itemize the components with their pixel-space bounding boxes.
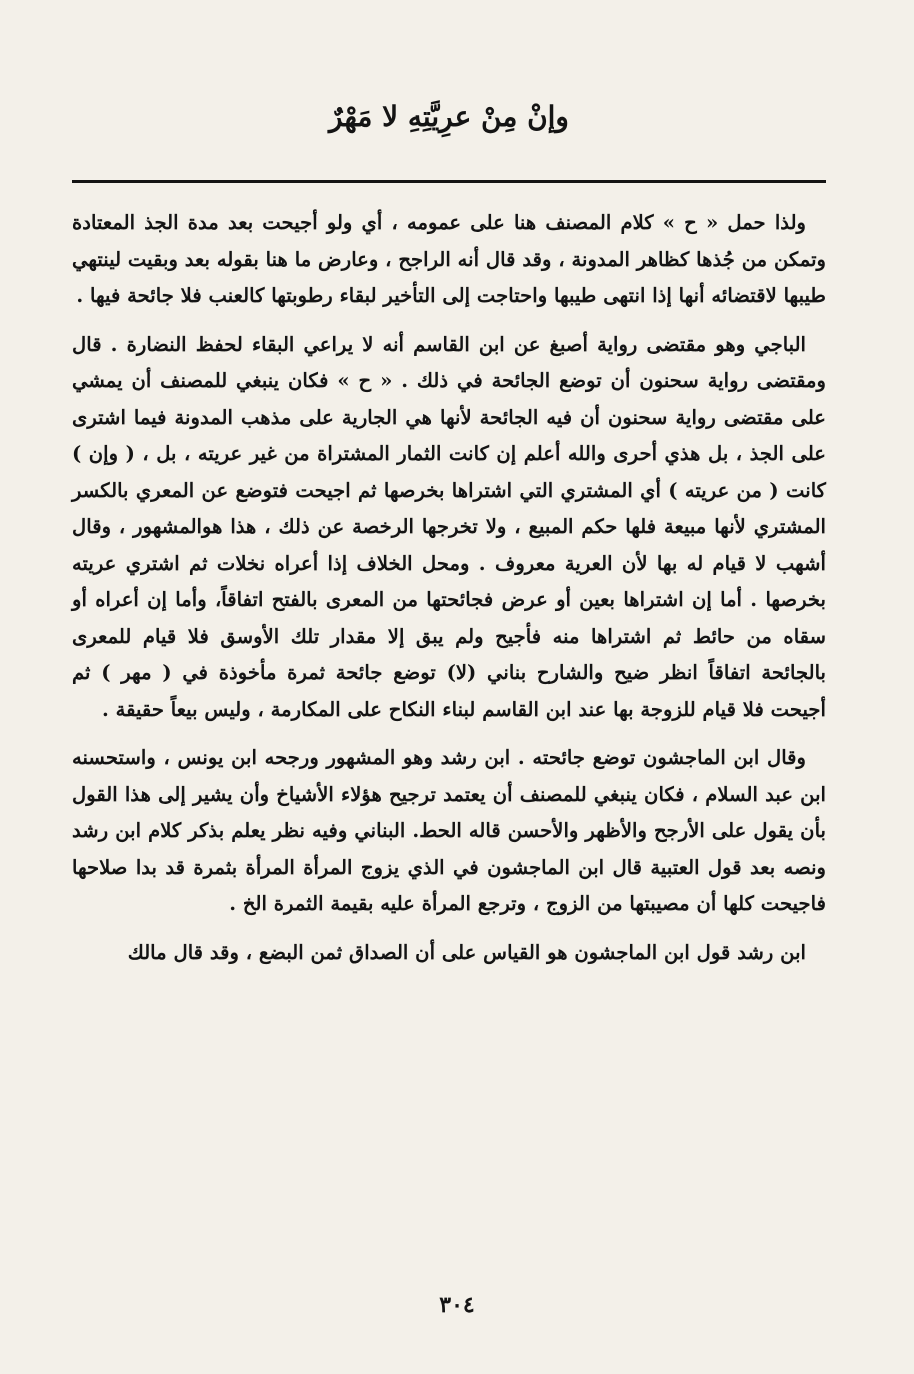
paragraph: وقال ابن الماجشون توضع جائحته . ابن رشد وهو المشهور ورجحه ابن يونس ، واستحسنه ابن عبد السلام ، فكان ينبغي للمصنف أن يعتمد ترجيح هؤلاء الأشياخ وأن يشير إلى هذا القول بأن يقول على الأرجح والأظهر والأحسن قاله الحط. البناني وفيه نظر يعلم بذكر كلام ابن رشد ونصه بعد قول العتبية قال ابن الماجشون في الذي يزوج المرأة المرأة بثمرة قد بدا صلاحها فاجيحت كلها أن مصيبتها من الزوج ، وترجع المرأة عليه بقيمة الثمرة الخ . xyxy=(72,746,826,915)
paragraph: ابن رشد قول ابن الماجشون هو القياس على أن الصداق ثمن البضع ، وقد قال مالك xyxy=(127,940,806,964)
page-header-title: وإنْ مِنْ عرِيَّتِهِ لا مَهْرٌ xyxy=(329,100,569,133)
paragraph: ولذا حمل « ح » كلام المصنف هنا على عمومه ، أي ولو أجيحت بعد مدة الجذ المعتادة وتمكن من جُذها كظاهر المدونة ، وقد قال أنه الراجح ، وعارض ما هنا بقوله بعد وبقيت لينتهي طيبها لاقتضائه أنها إذا انتهى طيبها واحتاجت إلى التأخير لبقاء رطوبتها كالعنب فلا جائحة فيها . xyxy=(72,211,826,307)
page-number: ٣٠٤ xyxy=(439,1292,475,1318)
header-divider xyxy=(72,180,826,183)
body-text xyxy=(72,205,826,971)
paragraph: الباجي وهو مقتضى رواية أصبغ عن ابن القاسم أنه لا يراعي البقاء لحفظ النضارة . قال ومقتضى رواية سحنون أن توضع الجائحة في ذلك . « ح » فكان ينبغي للمصنف أن يمشي على مقتضى رواية سحنون أن فيه الجائحة لأنها هي الجارية على مذهب المدونة فيما اشترى على الجذ ، بل هذي أحرى والله أعلم إن كانت الثمار المشتراة من غير عريته ، بل ، ( وإن ) كانت ( من عريته ) أي المشتري التي اشتراها بخرصها ثم اجيحت فتوضع عن المعري بالكسر المشتري لأنها مبيعة فلها حكم المبيع ، ولا تخرجها الرخصة عن ذلك ، هذا هوالمشهور ، وقال أشهب لا قيام له بها لأن العرية معروف . ومحل الخلاف إذا أعراه نخلات ثم اشتري عريته بخرصها . أما إن اشتراها بعين أو عرض فجائحتها من المعرى بالفتح اتفاقاً، وأما إن أعراه أو سقاه من حائط ثم اشتراها منه فأجيح ولم يبق إلا مقدار تلك الأوسق فلا قيام للمعرى بالجائحة اتفاقاً انظر ضيح والشارح بناني (لا) توضع جائحة ثمرة مأخوذة في ( مهر ) ثم أجيحت فلا قيام للزوجة بها عند ابن القاسم لبناء النكاح على المكارمة ، وليس بيعاً حقيقة . xyxy=(72,332,826,721)
